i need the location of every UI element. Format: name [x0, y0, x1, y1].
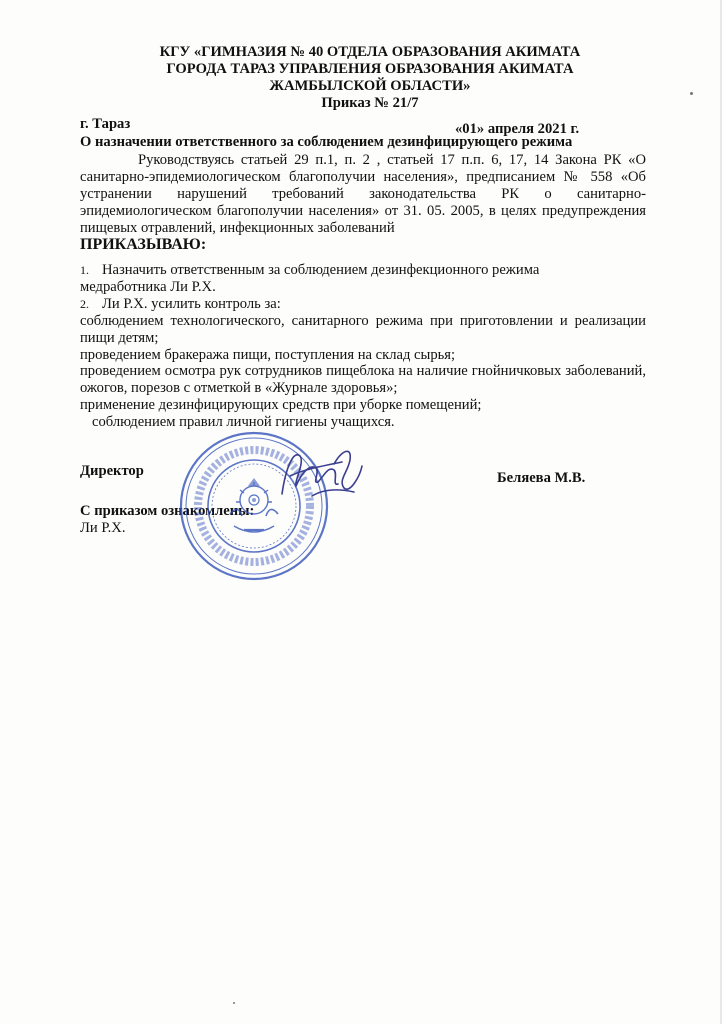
order-word: ПРИКАЗЫВАЮ: [80, 236, 207, 253]
scan-speck [690, 92, 693, 95]
item-number: 1. [80, 263, 89, 277]
list-item [80, 296, 646, 313]
subitem: соблюдением правил личной гигиены учащихся. [92, 414, 395, 431]
item-continuation: медработника Ли Р.Х. [80, 278, 216, 295]
director-title: Директор [80, 463, 144, 479]
preamble [80, 152, 646, 237]
signature-icon [272, 436, 368, 508]
header-line-2: ГОРОДА ТАРАЗ УПРАВЛЕНИЯ ОБРАЗОВАНИЯ АКИМАТА [166, 61, 574, 77]
document-header [80, 44, 660, 112]
order-date: «01» апреля 2021 г. [455, 121, 580, 137]
header-line-3: ЖАМБЫЛСКОЙ ОБЛАСТИ» [269, 78, 471, 94]
item-text: Назначить ответственным за соблюдением дезинфекционного режима [102, 262, 540, 278]
item-text: Ли Р.Х. усилить контроль за: [102, 295, 281, 312]
preamble-text: Руководствуясь статьей 29 п.1, п. 2 , статьей 17 п.п. 6, 17, 14 Закона РК «О санитарно-эпидемиологическом благополучии населения», предписанием № 558 «Об устранении нарушений требований законодательства РК о санитарно-эпидемиологическом благополучии населения» от 31. 05. 2005, в целях предупреждения пищевых отравлений, инфекционных заболеваний [80, 152, 646, 236]
acknowledgement-name: Ли Р.Х. [80, 520, 126, 536]
acknowledgement-label: С приказом ознакомлены: [80, 503, 255, 519]
order-subject: О назначении ответственного за соблюдением дезинфицирующего режима [80, 134, 573, 150]
city: г. Тараз [80, 116, 131, 132]
order-number: Приказ № 21/7 [321, 95, 419, 111]
subitem: соблюдением технологического, санитарного режима при приготовлении и реализации пищи детям; [80, 312, 646, 346]
subitem: проведением осмотра рук сотрудников пищеблока на наличие гнойничковых заболеваний, ожогов, порезов с отметкой в «Журнале здоровья»; [80, 363, 646, 397]
header-line-1: КГУ «ГИМНАЗИЯ № 40 ОТДЕЛА ОБРАЗОВАНИЯ АКИМАТА [159, 44, 581, 60]
order-items [80, 262, 646, 431]
subitem: применение дезинфицирующих средств при уборке помещений; [80, 397, 482, 414]
scan-speck [233, 1002, 235, 1004]
item-number: 2. [80, 296, 89, 311]
director-name: Беляева М.В. [497, 470, 586, 486]
subitem: проведением бракеража пищи, поступления на склад сырья; [80, 346, 456, 363]
list-item [80, 262, 646, 279]
